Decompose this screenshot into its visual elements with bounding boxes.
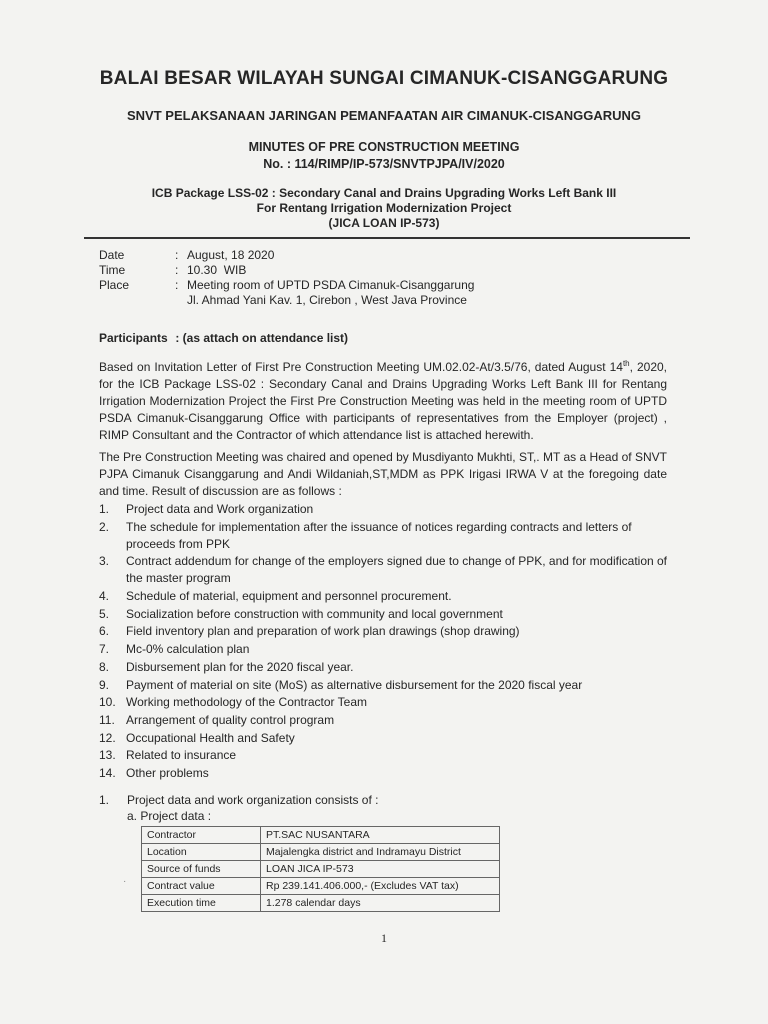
table-cell-label: Source of funds (142, 861, 261, 878)
agenda-item-number: 3. (99, 554, 110, 569)
agenda-item-number: 12. (99, 730, 116, 745)
project-data-table (141, 826, 500, 912)
subsection-a-heading: a. Project data : (127, 809, 212, 823)
unit-title: SNVT PELAKSANAAN JARINGAN PEMANFAATAN AIR CIMANUK-CISANGGARUNG (127, 108, 641, 123)
agenda-item-text: Field inventory plan and preparation of work plan drawings (shop drawing) (126, 624, 520, 639)
agenda-item (99, 747, 684, 764)
place-row (99, 278, 474, 308)
place-label: Place (99, 278, 130, 292)
agenda-list (99, 501, 684, 783)
meeting-details (99, 248, 474, 308)
place-value (187, 278, 474, 308)
agenda-item-number: 4. (99, 589, 110, 604)
agenda-item-number: 6. (99, 624, 110, 639)
organization-title: BALAI BESAR WILAYAH SUNGAI CIMANUK-CISANGGARUNG (99, 68, 669, 89)
page-number: 1 (381, 931, 387, 945)
table-cell-label: Contractor (142, 827, 261, 844)
agenda-item (99, 712, 684, 729)
package-heading (0, 186, 768, 231)
agenda-item-text: Disbursement plan for the 2020 fiscal year. (126, 659, 354, 674)
agenda-item (99, 694, 684, 711)
agenda-item (99, 519, 684, 553)
document-title: MINUTES OF PRE CONSTRUCTION MEETING (248, 140, 520, 154)
section-title: Project data and work organization consists of : (127, 793, 379, 807)
paragraph-chair: The Pre Construction Meeting was chaired and opened by Musdiyanto Mukhti, ST,. MT as a Head of SNVT PJPA Cimanuk Cisanggarung and Andi Wildaniah,ST,MDM as PPK Irigasi IRWA V at the foregoing date and time. Result of discussion are as follows : (99, 450, 667, 498)
agenda-item (99, 659, 684, 676)
agenda-item-text: Contract addendum for change of the employers signed due to change of PPK, and for modification of the master program (126, 554, 668, 586)
participants-label: Participants (99, 331, 168, 345)
agenda-item-text: Occupational Health and Safety (126, 730, 295, 745)
time-label: Time (99, 263, 126, 277)
agenda-item-text: Arrangement of quality control program (126, 712, 335, 727)
agenda-item-number: 1. (99, 502, 110, 516)
agenda-item-text: Other problems (126, 765, 209, 780)
place-value-line-2: Jl. Ahmad Yani Kav. 1, Cirebon , West Java Province (187, 293, 467, 307)
participants-line (99, 331, 348, 345)
agenda-item-number: 13. (99, 748, 116, 763)
agenda-item (99, 623, 684, 640)
document-number: No. : 114/RIMP/IP-573/SNVTPJPA/IV/2020 (263, 157, 505, 171)
section-1-heading (99, 793, 378, 807)
ordinal-suffix: th (622, 359, 630, 368)
paragraph-invitation (99, 355, 667, 444)
agenda-item-text: Schedule of material, equipment and personnel procurement. (126, 589, 452, 604)
agenda-item (99, 677, 684, 694)
paragraph-invitation-text-b: , 2020, for the ICB Package LSS-02 : Secondary Canal and Drains Upgrading Works Left Bank III for Rentang Irrigation Modernization Project the First Pre Construction Meeting was held in the meeting room of UPTD PSDA Cimanuk-Cisanggarung Office with participants of representatives from the Employer (project) , RIMP Consultant and the Contractor of which attendance list is attached herewith. (99, 360, 667, 442)
agenda-item-text: Mc-0% calculation plan (126, 642, 250, 657)
colon: : (175, 248, 179, 262)
table-row (142, 844, 500, 861)
agenda-item-number: 7. (99, 642, 110, 657)
table-row (142, 827, 500, 844)
agenda-item (99, 641, 684, 658)
table-cell-label: Contract value (142, 878, 261, 895)
agenda-item (99, 553, 684, 587)
time-row (99, 263, 474, 278)
scan-mark: · (123, 876, 127, 887)
colon: : (175, 263, 179, 277)
agenda-item-text: The schedule for implementation after the issuance of notices regarding contracts and letters of proceeds from PPK (126, 519, 632, 551)
date-row (99, 248, 474, 263)
agenda-item-number: 9. (99, 677, 110, 692)
agenda-item-number: 10. (99, 695, 116, 710)
agenda-item-text: Working methodology of the Contractor Team (126, 695, 368, 710)
agenda-item (99, 765, 684, 782)
paragraph-invitation-text-a: Based on Invitation Letter of First Pre Construction Meeting UM.02.02-At/3.5/76, dated August 14 (99, 360, 623, 374)
agenda-item-text: Project data and Work organization (126, 502, 314, 516)
agenda-item-number: 11. (99, 712, 115, 727)
table-cell-value: LOAN JICA IP-573 (261, 861, 500, 878)
table-cell-value: PT.SAC NUSANTARA (261, 827, 500, 844)
table-row (142, 878, 500, 895)
agenda-item-number: 14. (99, 765, 116, 780)
table-cell-value: Rp 239.141.406.000,- (Excludes VAT tax) (261, 878, 500, 895)
agenda-item-text: Payment of material on site (MoS) as alternative disbursement for the 2020 fiscal year (126, 677, 583, 692)
package-line-1: ICB Package LSS-02 : Secondary Canal and Drains Upgrading Works Left Bank III (151, 186, 617, 200)
agenda-item (99, 730, 684, 747)
agenda-item-text: Related to insurance (126, 748, 237, 763)
agenda-item (99, 501, 684, 518)
date-value: August, 18 2020 (187, 248, 275, 262)
table-cell-value: Majalengka district and Indramayu District (261, 844, 500, 861)
agenda-item (99, 588, 684, 605)
table-row (142, 861, 500, 878)
participants-value: : (as attach on attendance list) (175, 331, 349, 345)
section-number: 1. (99, 793, 110, 807)
agenda-item-number: 8. (99, 659, 110, 674)
colon: : (175, 278, 179, 292)
place-value-line-1: Meeting room of UPTD PSDA Cimanuk-Cisanggarung (187, 278, 475, 292)
agenda-item (99, 606, 684, 623)
table-cell-label: Location (142, 844, 261, 861)
package-line-3: (JICA LOAN IP-573) (328, 216, 440, 230)
package-line-2: For Rentang Irrigation Modernization Project (256, 201, 512, 215)
table-cell-value: 1.278 calendar days (261, 895, 500, 912)
header-divider (84, 237, 690, 239)
agenda-item-text: Socialization before construction with community and local government (126, 606, 503, 621)
time-value: 10.30 WIB (187, 263, 247, 277)
agenda-item-number: 2. (99, 519, 110, 534)
table-cell-label: Execution time (142, 895, 261, 912)
table-row (142, 895, 500, 912)
document-heading (0, 139, 768, 173)
agenda-item-number: 5. (99, 606, 110, 621)
date-label: Date (99, 248, 125, 262)
